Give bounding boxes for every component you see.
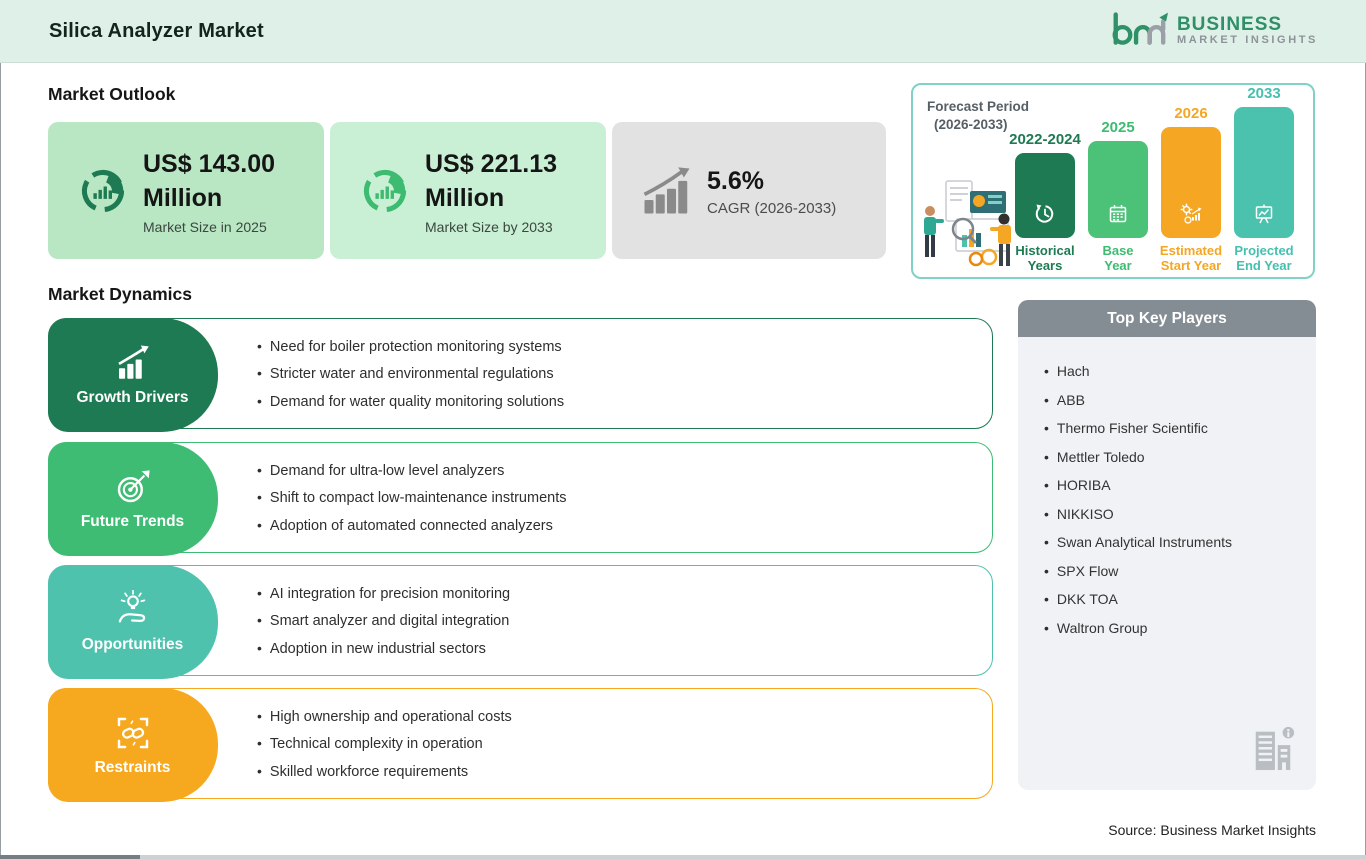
top-key-players-panel bbox=[1018, 300, 1316, 790]
hand-lightbulb-icon bbox=[112, 589, 154, 631]
bmi-logo bbox=[1107, 9, 1318, 53]
player-item: • Mettler Toledo bbox=[1044, 448, 1145, 465]
restraints-bullets: • High ownership and operational costs • Technical complexity in operation • Skilled workforce requirements bbox=[257, 707, 512, 780]
historical-years-value: 2022-2024 bbox=[1009, 131, 1081, 148]
future-trends-row bbox=[48, 442, 993, 553]
growth-drivers-row bbox=[48, 318, 993, 429]
market-size-2033-card bbox=[330, 122, 606, 259]
base-year-label: Base Year bbox=[1102, 243, 1134, 273]
forecast-period-title-line1: Forecast Period bbox=[927, 99, 1030, 114]
growth-drivers-bullets: • Need for boiler protection monitoring systems • Stricter water and environmental regulations • Demand for water quality monitoring solutions bbox=[257, 337, 565, 410]
player-item: • HORIBA bbox=[1044, 477, 1111, 493]
source-attribution: Source: Business Market Insights bbox=[1108, 822, 1316, 838]
growth-drivers-label: Growth Drivers bbox=[76, 389, 189, 406]
market-size-2033-caption: Market Size by 2033 bbox=[425, 218, 553, 235]
market-size-2025-card bbox=[48, 122, 324, 259]
base-year-bar bbox=[1088, 141, 1148, 238]
donut-chart-icon bbox=[358, 164, 412, 218]
projected-end-year-bar bbox=[1234, 107, 1294, 238]
forecast-period-panel bbox=[911, 83, 1315, 279]
broken-link-icon bbox=[112, 712, 154, 754]
player-item: • Thermo Fisher Scientific bbox=[1044, 420, 1208, 436]
market-outlook-heading: Market Outlook bbox=[48, 84, 176, 104]
bmi-logo-icon bbox=[1107, 9, 1169, 53]
opportunities-pill bbox=[48, 565, 218, 679]
growth-trend-icon bbox=[112, 342, 154, 384]
historical-years-bar bbox=[1015, 153, 1075, 238]
estimated-start-year-label: Estimated Start Year bbox=[1159, 243, 1223, 273]
base-year-value: 2025 bbox=[1101, 119, 1135, 136]
restraints-pill bbox=[48, 688, 218, 802]
cagr-value: 5.6% bbox=[707, 167, 764, 195]
clock-history-icon bbox=[1033, 202, 1057, 226]
player-item: • Hach bbox=[1044, 363, 1090, 379]
restraints-row bbox=[48, 688, 993, 799]
company-building-icon bbox=[1250, 722, 1296, 774]
opportunities-row bbox=[48, 565, 993, 676]
player-item: • DKK TOA bbox=[1044, 591, 1118, 607]
market-size-2025-unit: Million bbox=[143, 183, 223, 212]
player-item: • Swan Analytical Instruments bbox=[1044, 534, 1232, 550]
donut-chart-icon bbox=[76, 164, 130, 218]
top-key-players-list bbox=[1018, 337, 1316, 636]
top-key-players-heading: Top Key Players bbox=[1018, 300, 1316, 337]
restraints-label: Restraints bbox=[94, 759, 171, 776]
page-title: Silica Analyzer Market bbox=[49, 20, 264, 42]
market-size-2033-unit: Million bbox=[425, 183, 505, 212]
estimated-start-year-bar bbox=[1161, 127, 1221, 238]
projected-end-year-label: Projected End Year bbox=[1234, 243, 1294, 273]
horizontal-scrollbar-thumb[interactable] bbox=[0, 855, 140, 859]
future-trends-pill bbox=[48, 442, 218, 556]
market-size-2033-value: US$ 221.13 bbox=[425, 149, 558, 178]
market-size-2025-caption: Market Size in 2025 bbox=[143, 218, 267, 235]
market-size-2025-value: US$ 143.00 bbox=[143, 149, 276, 178]
estimated-start-year-value: 2026 bbox=[1174, 105, 1208, 122]
presentation-chart-icon bbox=[1252, 202, 1276, 226]
cagr-card bbox=[612, 122, 886, 259]
future-trends-bullets: • Demand for ultra-low level analyzers • Shift to compact low-maintenance instruments • Adoption of automated connected analyzers bbox=[257, 461, 567, 534]
player-item: • SPX Flow bbox=[1044, 562, 1119, 579]
horizontal-scrollbar-track[interactable] bbox=[0, 855, 1366, 859]
growth-drivers-pill bbox=[48, 318, 218, 432]
calendar-icon bbox=[1106, 202, 1130, 226]
header-bar bbox=[0, 0, 1366, 63]
gear-chart-icon bbox=[1179, 202, 1203, 226]
cagr-caption: CAGR (2026-2033) bbox=[707, 200, 837, 217]
target-dart-icon bbox=[112, 466, 154, 508]
opportunities-bullets: • AI integration for precision monitoring • Smart analyzer and digital integration • Adoption in new industrial sectors bbox=[257, 584, 511, 657]
player-item: • Waltron Group bbox=[1044, 619, 1148, 636]
player-item: • NIKKISO bbox=[1044, 505, 1114, 522]
forecast-period-title-line2: (2026-2033) bbox=[934, 117, 1008, 132]
market-dynamics-heading: Market Dynamics bbox=[48, 284, 192, 304]
growth-trend-icon bbox=[640, 164, 694, 218]
player-item: • ABB bbox=[1044, 391, 1085, 408]
logo-business-text: BUSINESS bbox=[1176, 14, 1283, 36]
future-trends-label: Future Trends bbox=[80, 513, 185, 530]
historical-years-label: Historical Years bbox=[1015, 243, 1075, 273]
logo-wordmark bbox=[1177, 15, 1318, 46]
projected-end-year-value: 2033 bbox=[1247, 85, 1281, 102]
logo-market-insights-text: MARKET INSIGHTS bbox=[1176, 34, 1318, 47]
opportunities-label: Opportunities bbox=[81, 636, 184, 653]
forecast-period-title bbox=[927, 98, 1029, 134]
